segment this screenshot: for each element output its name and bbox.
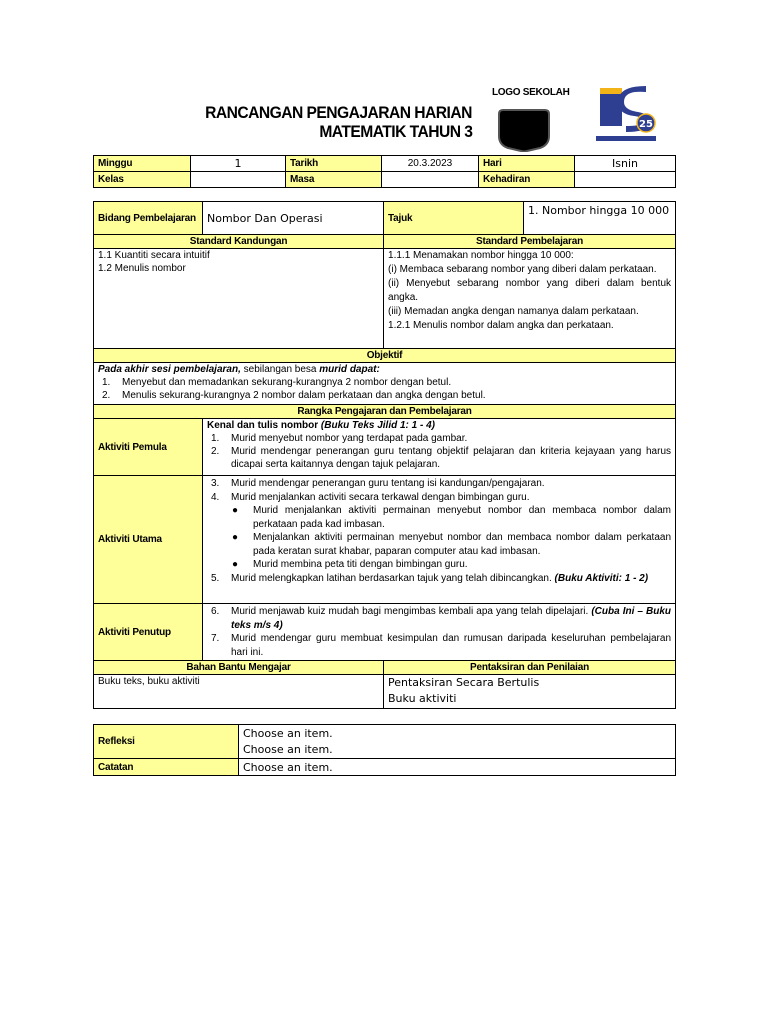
tarikh-label: Tarikh bbox=[286, 156, 382, 172]
tajuk-label: Tajuk bbox=[384, 202, 524, 235]
rangka-heading: Rangka Pengajaran dan Pembelajaran bbox=[94, 405, 676, 419]
penutup-item: 7. Murid mendengar guru membuat kesimpulan dan rumusan daripada keseluruhan pembelajaran hari ini. bbox=[211, 633, 672, 658]
objektif-item: 1. Menyebut dan memadankan sekurang-kurangnya 2 nombor dengan betul. bbox=[102, 377, 452, 388]
aktiviti-pemula-content bbox=[203, 419, 676, 476]
pemula-item: 2. Murid mendengar penerangan guru tentang objektif pelajaran dan kriteria kejayaan yang harus dicapai serta kaitannya dengan tajuk pelajaran. bbox=[211, 446, 672, 470]
info-table bbox=[93, 155, 676, 188]
objektif-intro-b: sebilangan besa bbox=[240, 364, 320, 375]
objektif-intro bbox=[98, 363, 671, 376]
kelas-label: Kelas bbox=[94, 172, 191, 188]
tajuk-value[interactable]: 1. Nombor hingga 10 000 bbox=[524, 202, 676, 235]
objektif-heading: Objektif bbox=[94, 349, 676, 363]
bbm-heading: Bahan Bantu Mengajar bbox=[94, 661, 384, 675]
utama-bullet: ● Murid membina peta titi dengan bimbingan guru. bbox=[232, 559, 468, 570]
utama-bullet: ● Murid menjalankan aktiviti permainan menyebut nombor dan membaca nombor dalam perkataan pada kad imbasan. bbox=[232, 505, 672, 530]
catatan-label: Catatan bbox=[94, 759, 239, 776]
penutup-item: 6. Murid menjawab kuiz mudah bagi mengimbas kembali apa yang telah dipelajari. (Cuba Ini – Buku teks m/s 4) bbox=[211, 606, 672, 631]
objektif-item: 2. Menulis sekurang-kurangnya 2 nombor dalam perkataan dan angka dengan betul. bbox=[102, 390, 486, 401]
hari-value[interactable]: Isnin bbox=[575, 156, 676, 172]
aktiviti-penutup-content bbox=[203, 604, 676, 661]
masa-value[interactable] bbox=[382, 172, 479, 188]
masa-label: Masa bbox=[286, 172, 382, 188]
standard-kandungan-content bbox=[94, 249, 384, 349]
bidang-value[interactable]: Nombor Dan Operasi bbox=[203, 202, 384, 235]
minggu-label: Minggu bbox=[94, 156, 191, 172]
utama-item: 3. Murid mendengar penerangan guru tentang isi kandungan/pengajaran. bbox=[211, 478, 545, 489]
document-title-line2: MATEMATIK TAHUN 3 bbox=[318, 122, 472, 141]
document-title-line1: RANCANGAN PENGAJARAN HARIAN bbox=[205, 103, 472, 122]
pemula-heading: Kenal dan tulis nombor (Buku Teks Jilid 1: 1 - 4) bbox=[207, 420, 436, 431]
pentaksiran-value[interactable]: Pentaksiran Secara Bertulis Buku aktiviti bbox=[384, 675, 676, 709]
sk-line: 1.1 Kuantiti secara intuitif bbox=[98, 250, 210, 261]
aktiviti-penutup-label: Aktiviti Penutup bbox=[94, 604, 203, 661]
kelas-value[interactable] bbox=[191, 172, 286, 188]
sp-line: (ii) Menyebut sebarang nombor yang diberi dalam bentuk angka. bbox=[388, 278, 672, 303]
logo-label: LOGO SEKOLAH bbox=[492, 87, 570, 98]
sp-line: 1.1.1 Menamakan nombor hingga 10 000: bbox=[388, 250, 574, 261]
hari-label: Hari bbox=[479, 156, 575, 172]
minggu-value[interactable]: 1 bbox=[191, 156, 286, 172]
catatan-dropdown[interactable]: Choose an item. bbox=[239, 759, 676, 776]
refleksi-dropdown[interactable]: Choose an item. bbox=[243, 726, 333, 740]
refleksi-dropdown[interactable]: Choose an item. bbox=[243, 742, 333, 756]
standard-pembelajaran-heading: Standard Pembelajaran bbox=[384, 235, 676, 249]
kehadiran-label: Kehadiran bbox=[479, 172, 575, 188]
refleksi-value[interactable] bbox=[239, 725, 676, 759]
ministry-emblem-icon bbox=[594, 86, 658, 144]
objektif-content bbox=[94, 363, 676, 405]
standard-pembelajaran-content bbox=[384, 249, 676, 349]
aktiviti-pemula-label: Aktiviti Pemula bbox=[94, 419, 203, 476]
pemula-item: 1. Murid menyebut nombor yang terdapat pada gambar. bbox=[211, 433, 468, 444]
sp-line: 1.2.1 Menulis nombor dalam angka dan perkataan. bbox=[388, 320, 614, 331]
lesson-plan-table bbox=[93, 201, 676, 709]
objektif-intro-a: Pada akhir sesi pembelajaran, bbox=[98, 364, 241, 375]
kehadiran-value[interactable] bbox=[575, 172, 676, 188]
reflection-table bbox=[93, 724, 676, 776]
standard-kandungan-heading: Standard Kandungan bbox=[94, 235, 384, 249]
utama-item: 4. Murid menjalankan activiti secara terkawal dengan bimbingan guru. bbox=[211, 491, 530, 503]
sk-line: 1.2 Menulis nombor bbox=[98, 263, 186, 274]
refleksi-label: Refleksi bbox=[94, 725, 239, 759]
objektif-intro-c: murid dapat: bbox=[319, 364, 380, 375]
bbm-value[interactable]: Buku teks, buku aktiviti bbox=[94, 675, 384, 709]
school-logo-shield-icon bbox=[496, 108, 552, 152]
utama-item: 5. Murid melengkapkan latihan berdasarkan tajuk yang telah dibincangkan. (Buku Aktiviti: 1 - 2) bbox=[211, 572, 649, 584]
emblem-number: 25 bbox=[639, 119, 653, 130]
tarikh-value[interactable]: 20.3.2023 bbox=[382, 156, 479, 172]
utama-bullet: ● Menjalankan aktiviti permainan menyebut nombor dan membaca nombor dalam perkataan pada keratan surat khabar, paparan computer atau kad imbasan. bbox=[232, 532, 672, 557]
aktiviti-utama-label: Aktiviti Utama bbox=[94, 476, 203, 604]
bidang-label: Bidang Pembelajaran bbox=[94, 202, 203, 235]
sp-line: (i) Membaca sebarang nombor yang diberi dalam perkataan. bbox=[388, 264, 657, 275]
pentaksiran-heading: Pentaksiran dan Penilaian bbox=[384, 661, 676, 675]
aktiviti-utama-content bbox=[203, 476, 676, 604]
sp-line: (iii) Memadan angka dengan namanya dalam perkataan. bbox=[388, 306, 639, 317]
